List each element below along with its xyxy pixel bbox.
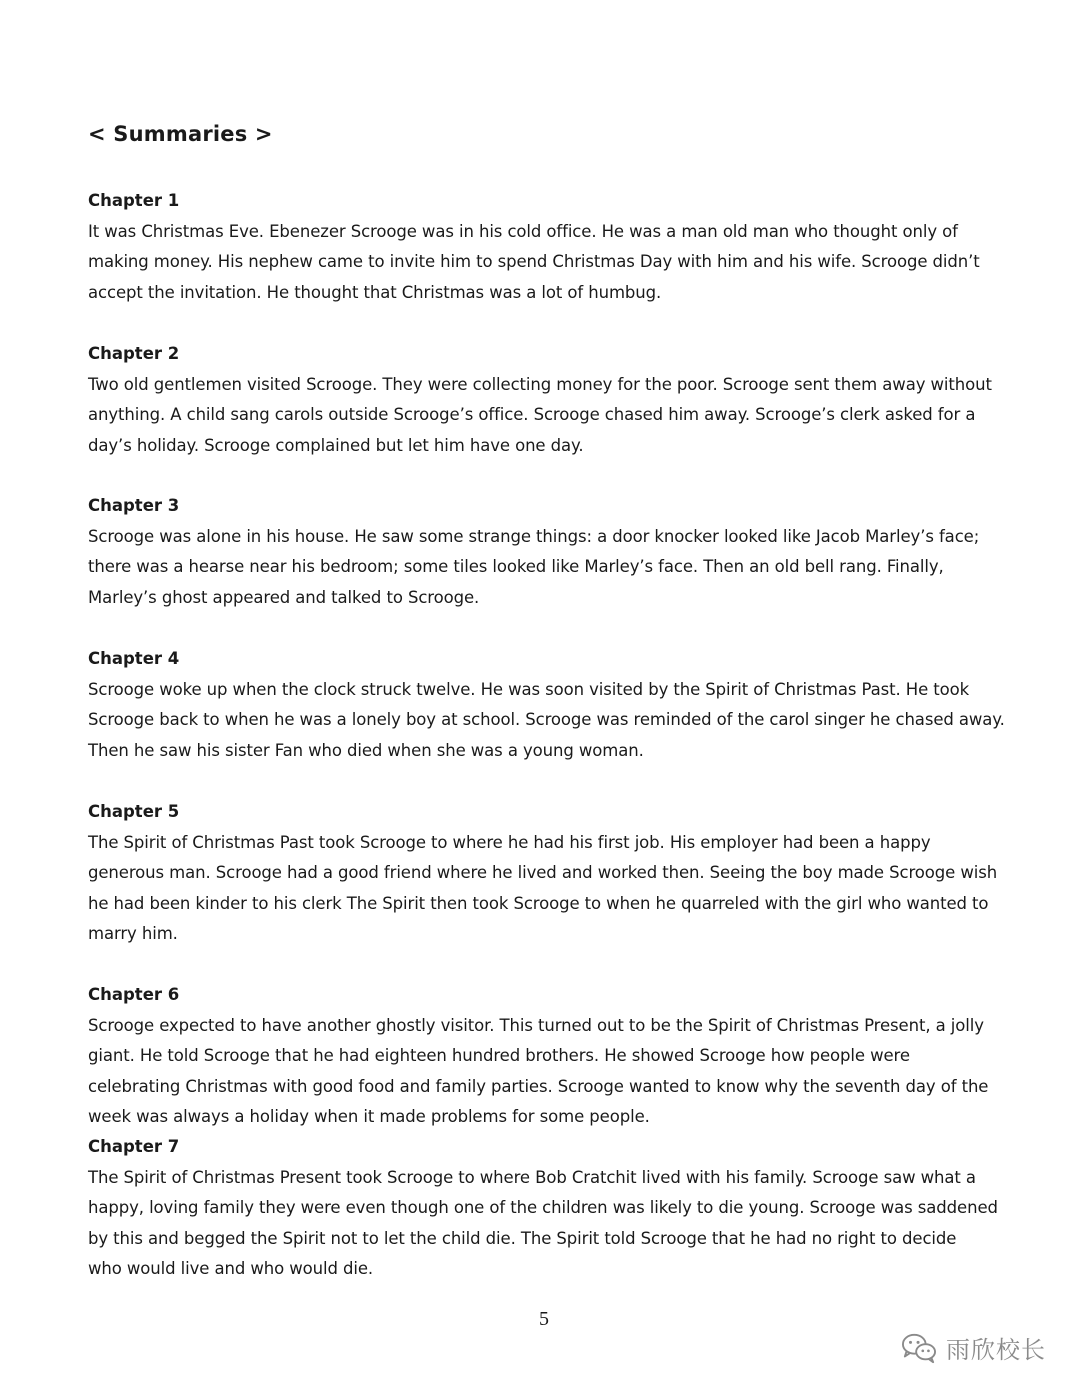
chapter-2: [88, 339, 1008, 461]
chapter-heading: Chapter 7: [88, 1137, 180, 1156]
chapter-heading: Chapter 5: [88, 802, 180, 821]
chapter-5: [88, 797, 1008, 950]
chapter-line: happy, loving family they were even though one of the children was likely to die young. Scrooge was saddened: [88, 1198, 998, 1217]
chapter-line: Scrooge back to when he was a lonely boy at school. Scrooge was reminded of the carol singer he chased away.: [88, 710, 1005, 729]
chapter-line: Then he saw his sister Fan who died when she was a young woman.: [88, 740, 644, 760]
chapter-line: there was a hearse near his bedroom; some tiles looked like Marley’s face. Then an old bell rang. Finally,: [88, 557, 944, 576]
chapter-7: [88, 1132, 1008, 1285]
chapter-4: [88, 644, 1008, 766]
chapter-line: marry him.: [88, 924, 178, 943]
chapter-line: giant. He told Scrooge that he had eighteen hundred brothers. He showed Scrooge how people were: [88, 1046, 910, 1065]
chapter-line: making money. His nephew came to invite him to spend Christmas Day with him and his wife. Scrooge didn’t: [88, 252, 980, 271]
wechat-icon: [900, 1331, 938, 1365]
chapter-heading: Chapter 6: [88, 985, 180, 1004]
chapter-line: Scrooge was alone in his house. He saw some strange things: a door knocker looked like Jacob Marley’s face;: [88, 526, 980, 546]
chapter-line: Scrooge woke up when the clock struck twelve. He was soon visited by the Spirit of Christmas Past. He took: [88, 679, 970, 699]
chapter-line: accept the invitation. He thought that Christmas was a lot of humbug.: [88, 282, 662, 302]
chapter-heading: Chapter 3: [88, 496, 180, 515]
chapter-line: Two old gentlemen visited Scrooge. They were collecting money for the poor. Scrooge sent them away without: [88, 374, 992, 394]
chapter-heading: Chapter 2: [88, 344, 180, 363]
page-number: 5: [539, 1308, 549, 1330]
chapter-heading: Chapter 4: [88, 649, 180, 668]
chapter-line: It was Christmas Eve. Ebenezer Scrooge was in his cold office. He was a man old man who thought only of: [88, 221, 958, 241]
chapter-line: Scrooge expected to have another ghostly visitor. This turned out to be the Spirit of Christmas Present, a jolly: [88, 1015, 984, 1035]
chapter-6: [88, 980, 1008, 1133]
watermark-text: 雨欣校长: [946, 1336, 1046, 1364]
chapter-line: day’s holiday. Scrooge complained but let him have one day.: [88, 435, 584, 455]
chapter-heading: Chapter 1: [88, 191, 180, 210]
chapter-3: [88, 491, 1008, 613]
chapter-line: The Spirit of Christmas Past took Scrooge to where he had his first job. His employer had been a happy: [88, 832, 931, 852]
chapter-1: [88, 186, 1008, 308]
page-title: < Summaries >: [88, 122, 273, 146]
chapter-line: Marley’s ghost appeared and talked to Scrooge.: [88, 587, 480, 607]
chapter-line: generous man. Scrooge had a good friend where he lived and worked then. Seeing the boy made Scrooge wish: [88, 863, 998, 882]
chapter-line: anything. A child sang carols outside Scrooge’s office. Scrooge chased him away. Scrooge’s clerk asked for a: [88, 405, 976, 424]
chapter-line: week was always a holiday when it made problems for some people.: [88, 1107, 650, 1126]
chapter-line: who would live and who would die.: [88, 1259, 374, 1278]
watermark: [900, 1330, 1046, 1365]
chapter-line: celebrating Christmas with good food and family parties. Scrooge wanted to know why the seventh day of the: [88, 1076, 989, 1096]
chapter-line: The Spirit of Christmas Present took Scrooge to where Bob Cratchit lived with his family. Scrooge saw what a: [88, 1167, 976, 1187]
chapter-line: by this and begged the Spirit not to let the child die. The Spirit told Scrooge that he had no right to decide: [88, 1228, 957, 1248]
chapter-line: he had been kinder to his clerk The Spirit then took Scrooge to when he quarreled with the girl who wanted to: [88, 893, 989, 913]
